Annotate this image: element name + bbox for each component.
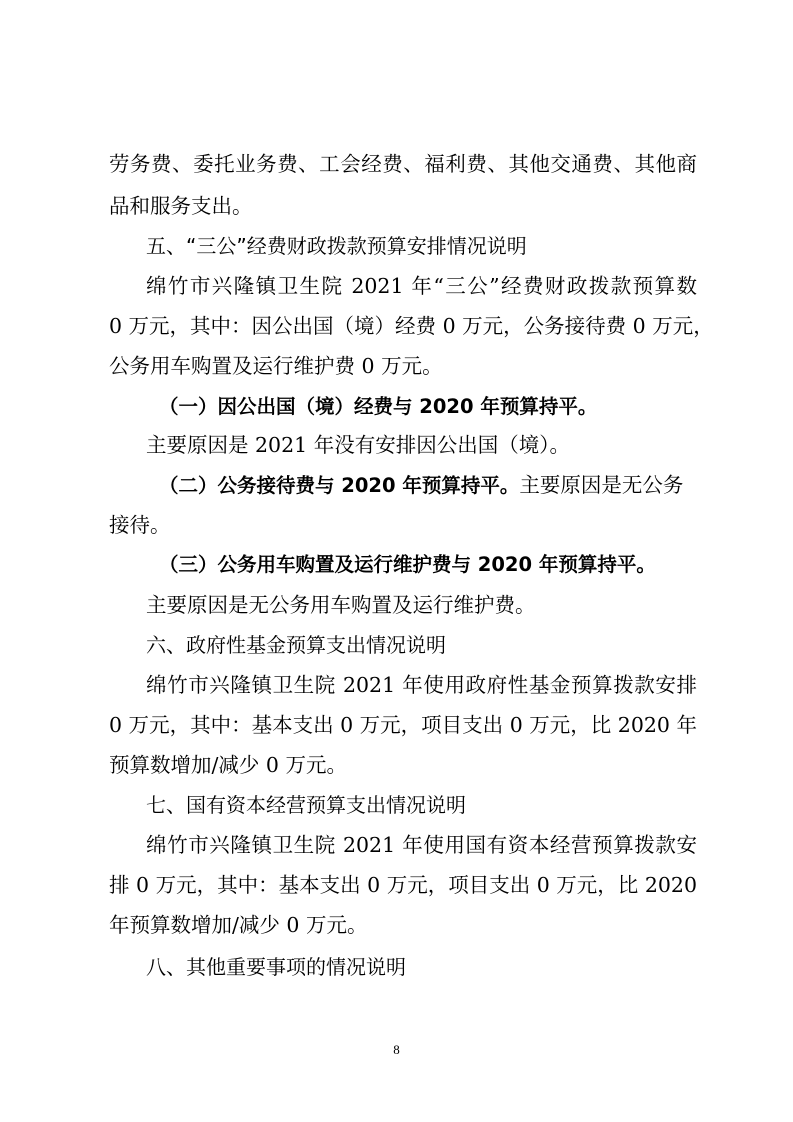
section-heading: 七、国有资本经营预算支出情况说明 bbox=[146, 793, 466, 817]
body-text-line: 排 0 万元，其中：基本支出 0 万元，项目支出 0 万元，比 2020 bbox=[109, 873, 697, 897]
body-text-line: 0 万元，其中：基本支出 0 万元，项目支出 0 万元，比 2020 年 bbox=[109, 713, 697, 737]
body-text-line: 劳务费、委托业务费、工会经费、福利费、其他交通费、其他商 bbox=[109, 152, 697, 176]
section-heading: 六、政府性基金预算支出情况说明 bbox=[146, 633, 446, 657]
body-text-line: 主要原因是 2021 年没有安排因公出国（境）。 bbox=[146, 433, 570, 457]
body-text-line: 0 万元，其中：因公出国（境）经费 0 万元，公务接待费 0 万元， bbox=[109, 314, 714, 338]
subsection-heading: （一）因公出国（境）经费与 2020 年预算持平。 bbox=[159, 395, 598, 418]
body-text-line: 年预算数增加/减少 0 万元。 bbox=[109, 913, 368, 937]
page-number: 8 bbox=[393, 1042, 400, 1057]
body-text-line: 预算数增加/减少 0 万元。 bbox=[109, 753, 347, 777]
body-text-line: 接待。 bbox=[109, 513, 171, 537]
body-text-inline: 主要原因是无公务 bbox=[519, 473, 684, 497]
body-text-line: 绵竹市兴隆镇卫生院 2021 年使用国有资本经营预算拨款安 bbox=[146, 833, 697, 857]
body-text-line: 公务用车购置及运行维护费 0 万元。 bbox=[109, 354, 443, 378]
body-text-line: 品和服务支出。 bbox=[109, 194, 253, 218]
body-text-line: 绵竹市兴隆镇卫生院 2021 年使用政府性基金预算拨款安排 bbox=[146, 673, 697, 697]
section-heading: 八、其他重要事项的情况说明 bbox=[146, 955, 406, 979]
body-text-line: 主要原因是无公务用车购置及运行维护费。 bbox=[146, 593, 536, 617]
body-text-line: 绵竹市兴隆镇卫生院 2021 年“三公”经费财政拨款预算数 bbox=[146, 274, 697, 298]
body-text-line bbox=[159, 470, 683, 501]
section-heading: 五、“三公”经费财政拨款预算安排情况说明 bbox=[146, 234, 527, 258]
subsection-heading: （三）公务用车购置及运行维护费与 2020 年预算持平。 bbox=[159, 553, 656, 576]
subsection-heading: （二）公务接待费与 2020 年预算持平。 bbox=[159, 474, 520, 497]
